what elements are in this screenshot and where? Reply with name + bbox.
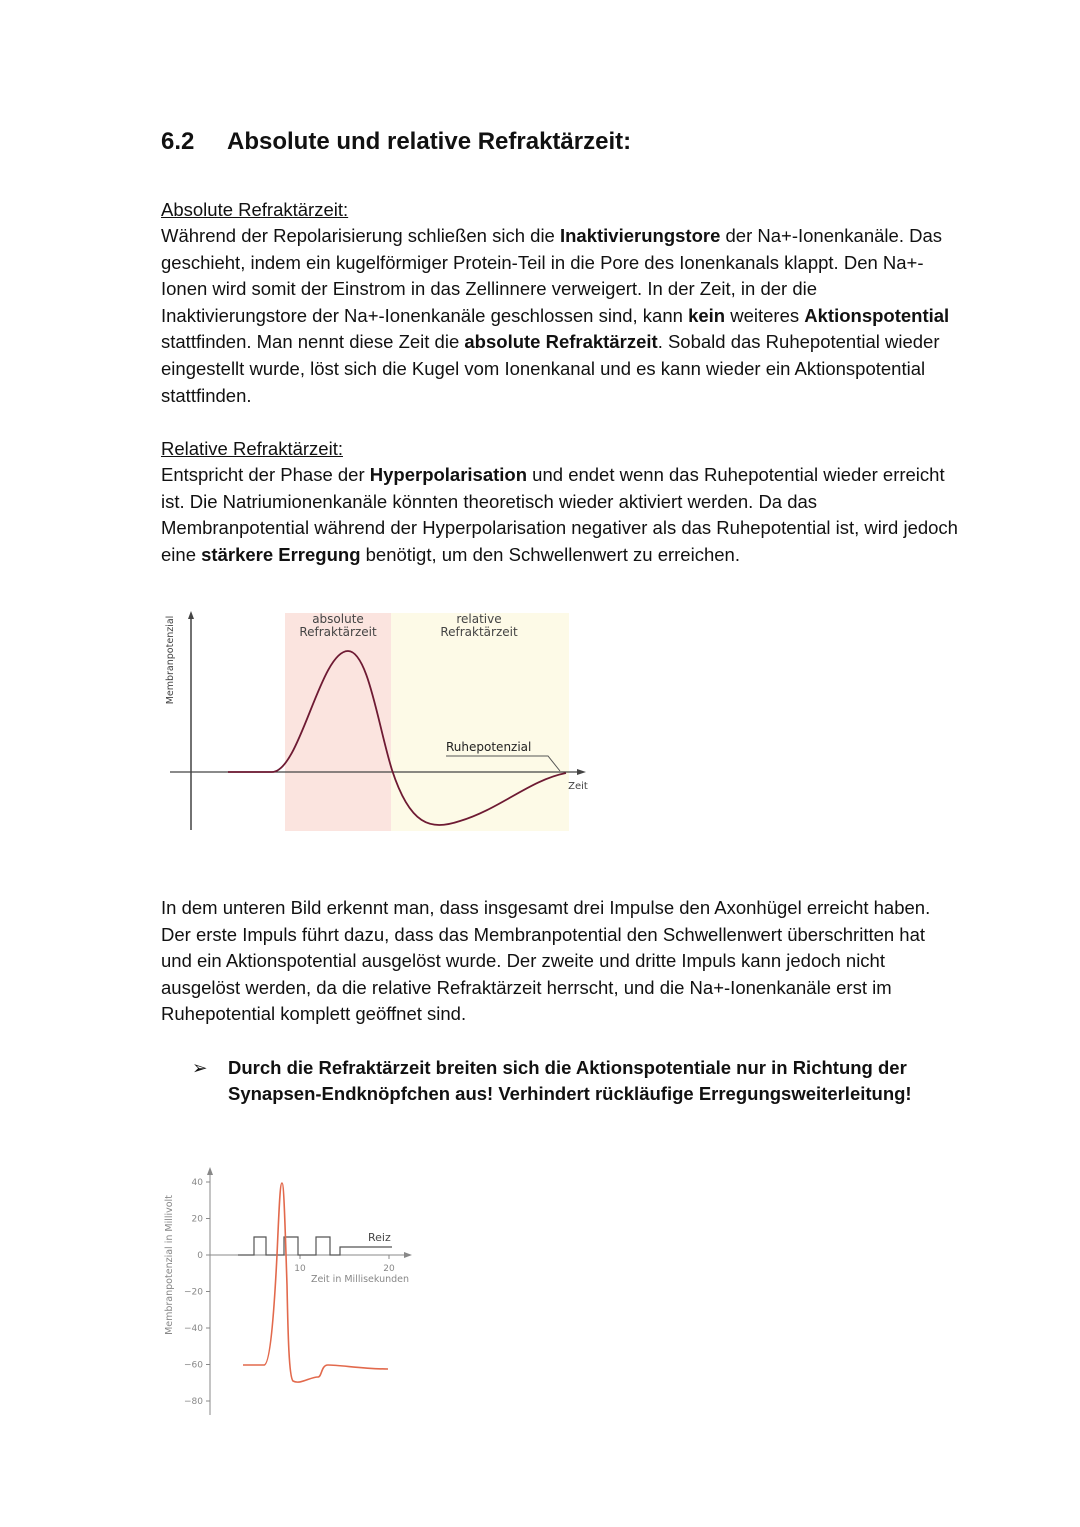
text-run: stattfinden. Man nennt diese Zeit die bbox=[161, 331, 465, 353]
x-axis-arrow-icon bbox=[577, 769, 586, 775]
y-tick-label: −60 bbox=[184, 1360, 203, 1371]
y-axis-arrow-icon bbox=[188, 611, 194, 619]
page-title bbox=[161, 128, 631, 156]
x-axis-arrow-icon bbox=[404, 1252, 412, 1258]
text-run: Während der Repolarisierung schließen sich die bbox=[161, 225, 560, 246]
relative-refractory-band bbox=[391, 613, 569, 831]
text-run: und endet wenn das Ruhepotential wieder erreicht ist. Die Natriumionenkanäle könnten theoretisch wieder aktiviert werden. Da das Membranpotential während der Hyperpolarisation negativer als das Ruhepotential ist, wird jedoch eine bbox=[161, 464, 958, 565]
y-axis-label: Membranpotenzial bbox=[165, 615, 176, 705]
y-axis-arrow-icon bbox=[207, 1167, 213, 1175]
absolute-refractory-text bbox=[161, 223, 961, 409]
absolute-label-line2: Refraktärzeit bbox=[299, 625, 377, 639]
y-tick-label: −40 bbox=[184, 1324, 203, 1334]
y-axis-label: Membranpotenzial in Millivolt bbox=[164, 1195, 175, 1335]
text-run: benötigt, um den Schwellenwert zu erreichen. bbox=[360, 543, 740, 565]
stimulus-label: Reiz bbox=[368, 1231, 391, 1244]
resting-potential-label: Ruhepotenzial bbox=[446, 740, 532, 754]
bold-term: Aktionspotential bbox=[804, 304, 950, 326]
bold-term: Inaktivierungstore bbox=[559, 225, 721, 246]
arrow-bullet-icon: ➢ bbox=[192, 1057, 208, 1078]
stimulus-response-figure bbox=[160, 1155, 430, 1425]
absolute-refractory-section bbox=[161, 197, 961, 409]
x-tick-label: 10 bbox=[294, 1264, 306, 1274]
bold-term: kein bbox=[688, 304, 726, 326]
y-tick-label: −20 bbox=[184, 1287, 203, 1298]
y-tick-label: 0 bbox=[197, 1251, 203, 1261]
y-tick-label: −80 bbox=[184, 1397, 203, 1407]
relative-refractory-heading: Relative Refraktärzeit: bbox=[161, 438, 343, 459]
bold-term: stärkere Erregung bbox=[201, 543, 361, 565]
relative-label-line1: relative bbox=[456, 612, 502, 626]
section-number: 6.2 bbox=[161, 128, 195, 155]
x-tick-label: 20 bbox=[383, 1264, 395, 1274]
absolute-refractory-band bbox=[285, 613, 391, 831]
text-run: weiteres bbox=[725, 304, 805, 326]
impulses-paragraph: In dem unteren Bild erkennt man, dass insgesamt drei Impulse den Axonhügel erreicht haben. Der erste Impuls führt dazu, dass das Membranpotential den Schwellenwert überschritten hat und ein Aktionspotential ausgelöst wurde. Der zweite und dritte Impuls kann jedoch nicht ausgelöst werden, da die relative Refraktärzeit herrscht, und die Na+-Ionenkanäle erst im Ruhepotential komplett geöffnet sind. bbox=[161, 897, 931, 1025]
bold-term: absolute Refraktärzeit bbox=[464, 331, 658, 353]
absolute-label-line1: absolute bbox=[312, 612, 364, 626]
relative-refractory-section bbox=[161, 436, 961, 568]
refractory-conclusion-note bbox=[192, 1055, 972, 1107]
y-tick-label: 20 bbox=[191, 1214, 203, 1225]
text-run: . Sobald das Ruhepotential wieder eingestellt wurde, löst sich die Kugel vom Ionenkanal und es kann wieder ein Aktionspotential stattfinden. bbox=[161, 331, 940, 406]
text-run: der Na+-Ionenkanäle. Das geschieht, indem ein kugelförmiger Protein-Teil in die Pore des Ionenkanals klappt. Den Na+-Ionen wird somit der Einstrom in das Zellinnere verweigert. In der Zeit, in der die Inaktivierungstore der Na+-Ionenkanäle geschlossen sind, kann bbox=[161, 225, 942, 326]
text-run: Entspricht der Phase der bbox=[161, 464, 370, 485]
section-title: Absolute und relative Refraktärzeit: bbox=[227, 128, 632, 155]
bold-term: Hyperpolarisation bbox=[369, 464, 528, 485]
y-tick-labels bbox=[184, 1178, 203, 1407]
refractory-period-figure bbox=[160, 605, 600, 840]
y-tick-label: 40 bbox=[191, 1178, 203, 1188]
x-axis-label: Zeit bbox=[568, 781, 588, 792]
absolute-refractory-heading: Absolute Refraktärzeit: bbox=[161, 199, 349, 220]
relative-label-line2: Refraktärzeit bbox=[440, 625, 518, 639]
refractory-conclusion-text: Durch die Refraktärzeit breiten sich die Aktionspotentiale nur in Richtung der Synapsen-Endknöpfchen aus! Verhindert rückläufige Erregungsweiterleitung! bbox=[228, 1057, 912, 1104]
relative-refractory-text bbox=[161, 462, 961, 568]
x-axis-label: Zeit in Millisekunden bbox=[310, 1274, 410, 1285]
